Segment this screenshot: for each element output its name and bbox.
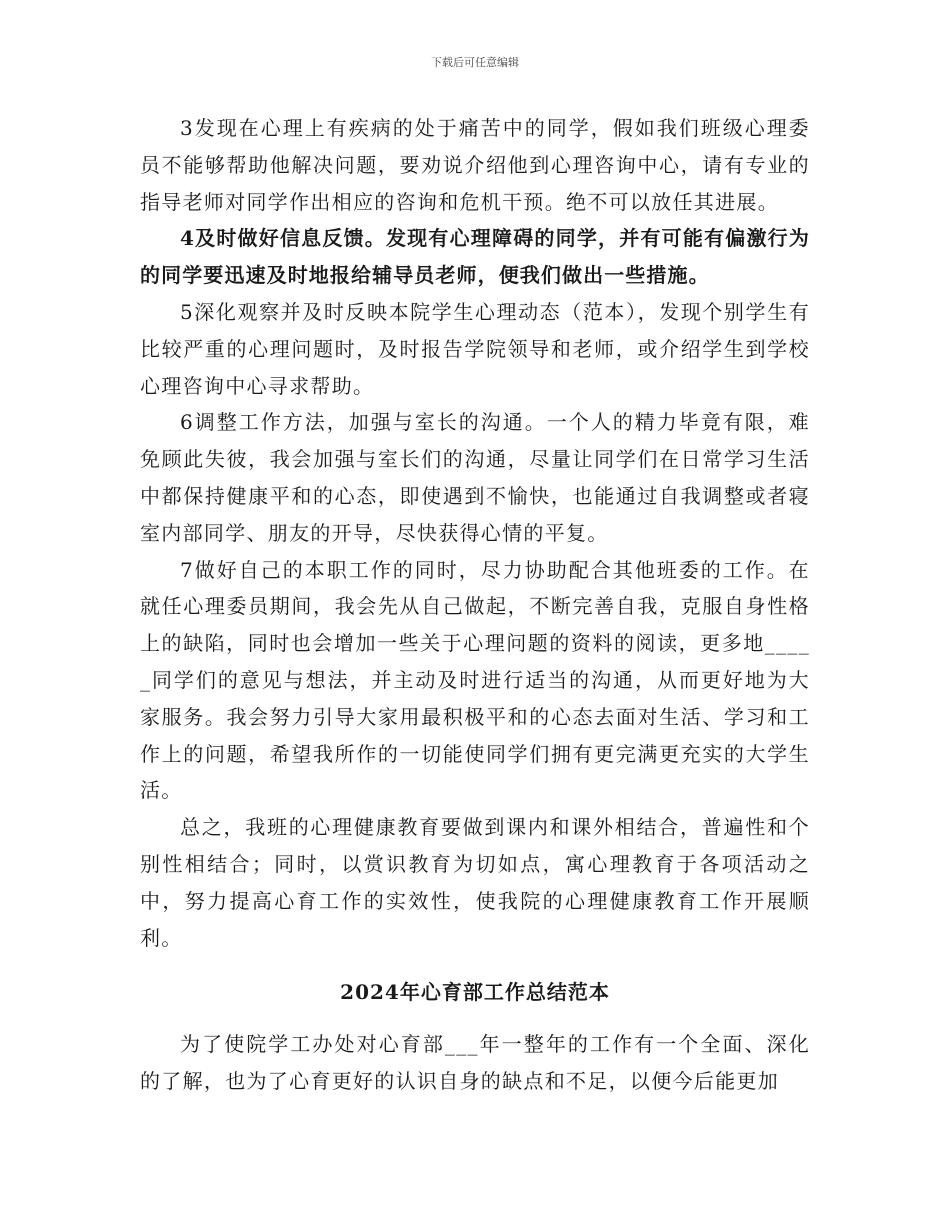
section-title: 2024年心育部工作总结范本 bbox=[340, 980, 610, 1005]
paragraph-item-3: 3发现在心理上有疾病的处于痛苦中的同学，假如我们班级心理委员不能够帮助他解决问题，要劝说介绍他到心理咨询中心，请有专业的指导老师对同学作出相应的咨询和危机干预。绝不可以放任其进展。 bbox=[140, 116, 810, 214]
paragraph-item-5: 5深化观察并及时反映本院学生心理动态（范本），发现个别学生有比较严重的心理问题时，及时报告学院领导和老师，或介绍学生到学校心理咨询中心寻求帮助。 bbox=[140, 299, 810, 398]
page-header: 下载后可任意编辑 bbox=[431, 56, 519, 69]
document-body bbox=[140, 110, 810, 1100]
paragraph-summary: 总之，我班的心理健康教育要做到课内和课外相结合，普遍性和个别性相结合；同时，以赏识教育为切如点，寓心理教育于各项活动之中，努力提高心育工作的实效性，使我院的心理健康教育工作开展顺利。 bbox=[140, 815, 810, 950]
paragraph-item-4-bold: 4及时做好信息反馈。发现有心理障碍的同学，并有可能有偏激行为的同学要迅速及时地报给辅导员老师，便我们做出一些措施。 bbox=[140, 226, 810, 288]
paragraph-item-7: 7做好自己的本职工作的同时，尽力协助配合其他班委的工作。在就任心理委员期间，我会先从自己做起，不断完善自我，克服自身性格上的缺陷，同时也会增加一些关于心理问题的资料的阅读，更多地_____同学们的意见与想法，并主动及时进行适当的沟通，从而更好地为大家服务。我会努力引导大家用最积极平和的心态去面对生活、学习和工作上的问题，希望我所作的一切能使同学们拥有更完满更充实的大学生活。 bbox=[140, 557, 810, 803]
paragraph-intro: 为了使院学工办处对心育部___年一整年的工作有一个全面、深化的了解，也为了心育更好的认识自身的缺点和不足，以便今后能更加 bbox=[140, 1032, 810, 1094]
paragraph-item-6: 6调整工作方法，加强与室长的沟通。一个人的精力毕竟有限，难免顾此失彼，我会加强与室长们的沟通，尽量让同学们在日常学习生活中都保持健康平和的心态，即使遇到不愉快，也能通过自我调整或者寝室内部同学、朋友的开导，尽快获得心情的平复。 bbox=[140, 410, 810, 545]
